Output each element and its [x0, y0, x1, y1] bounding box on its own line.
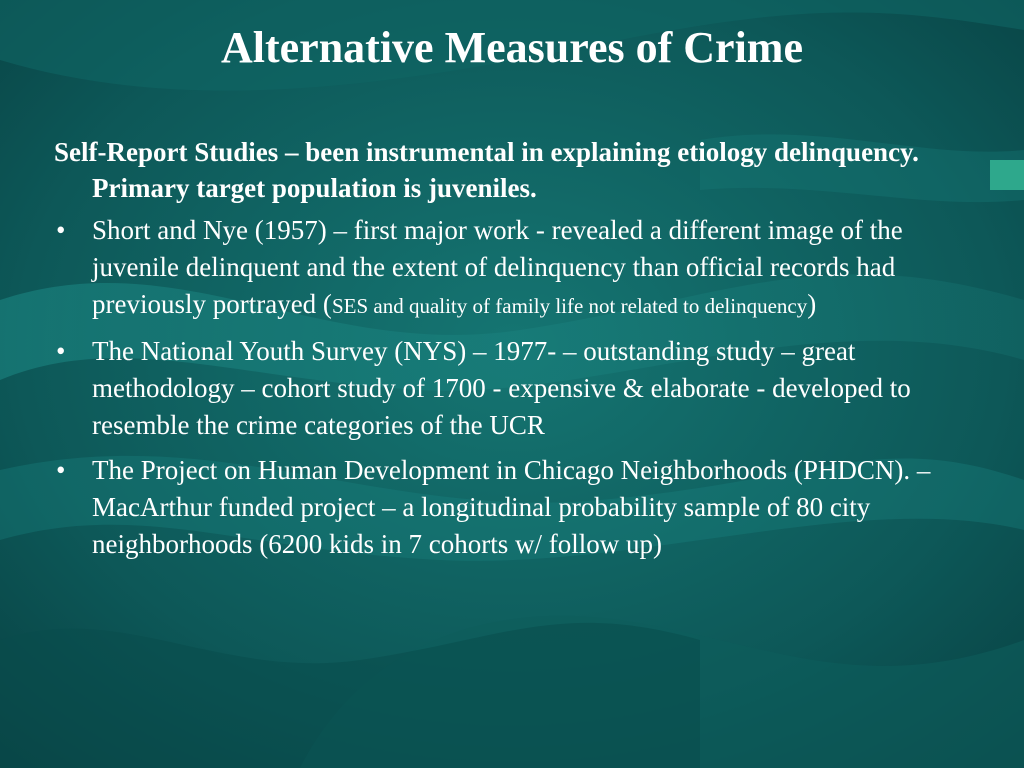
bullet-small-text: SES and quality of family life not related to delinquency: [331, 294, 808, 318]
bullet-marker: •: [56, 455, 66, 485]
slide-body: [54, 134, 984, 571]
lead-paragraph: Self-Report Studies – been instrumental in explaining etiology delinquency. Primary target population is juveniles.: [54, 137, 919, 203]
bullet-tail-text: ): [807, 289, 817, 319]
bullet-item-short-and-nye: [54, 212, 984, 325]
bullet-item-phdcn: [54, 452, 984, 563]
bullet-item-nys: [54, 333, 984, 444]
slide-title: Alternative Measures of Crime: [221, 23, 803, 72]
bullet-text: The Project on Human Development in Chicago Neighborhoods (PHDCN). – MacArthur funded project – a longitudinal probability sample of 80 city neighborhoods (6200 kids in 7 cohorts w/ follow up): [92, 455, 931, 559]
bullet-text: Short and Nye (1957) – first major work - revealed a different image of the juvenile delinquent and the extent of delinquency than official records had previously portrayed (: [92, 215, 903, 319]
bullet-text: The National Youth Survey (NYS) – 1977- – outstanding study – great methodology – cohort study of 1700 - expensive & elaborate - developed to resemble the crime categories of the UCR: [92, 336, 911, 440]
bullet-marker: •: [56, 336, 66, 366]
bullet-marker: •: [56, 215, 66, 245]
bullet-list: [54, 212, 984, 563]
accent-tab-shape: [990, 160, 1024, 190]
